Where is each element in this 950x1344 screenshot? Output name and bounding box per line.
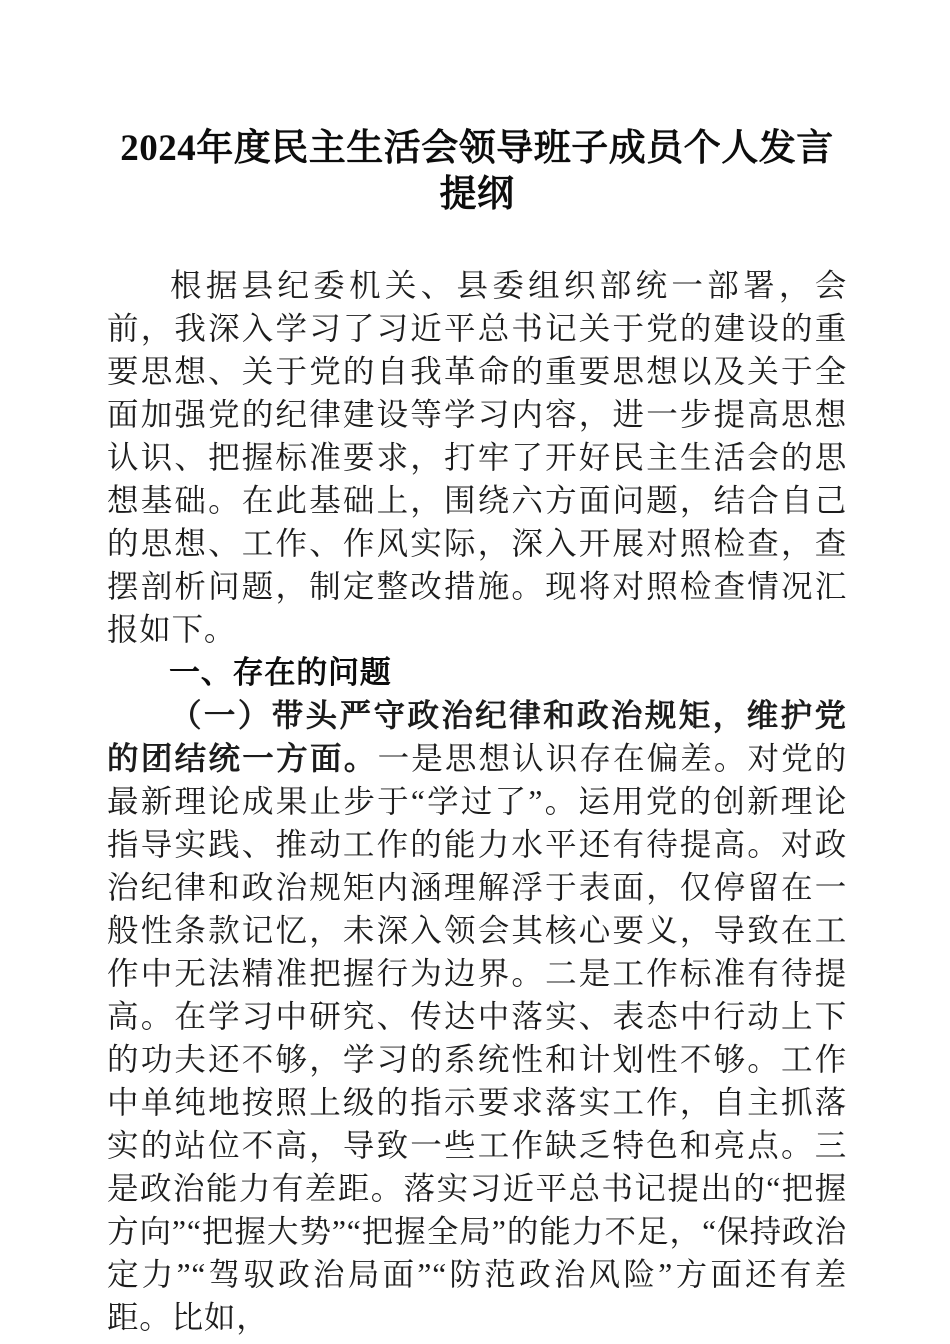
- section-heading-problems: 一、存在的问题: [169, 655, 392, 690]
- intro-paragraph: 根据县纪委机关、县委组织部统一部署，会前，我深入学习了习近平总书记关于党的建设的重要思想、关于党的自我革命的重要思想以及关于全面加强党的纪律建设等学习内容，进一步提高思想认识、把握标准要求，打牢了开好民主生活会的思想基础。在此基础上，围绕六方面问题，结合自己的思想、工作、作风实际，深入开展对照检查，查摆剖析问题，制定整改措施。现将对照检查情况汇报如下。: [107, 268, 847, 647]
- document-body: [107, 0, 847, 1339]
- subsection-body-text: 一是思想认识存在偏差。对党的最新理论成果止步于“学过了”。运用党的创新理论指导实践、推动工作的能力水平还有待提高。对政治纪律和政治规矩内涵理解浮于表面，仅停留在一般性条款记忆，未深入领会其核心要义，导致在工作中无法精准把握行为边界。二是工作标准有待提高。在学习中研究、传达中落实、表态中行动上下的功夫还不够，学习的系统性和计划性不够。工作中单纯地按照上级的指示要求落实工作，自主抓落实的站位不高，导致一些工作缺乏特色和亮点。三是政治能力有差距。落实习近平总书记提出的“把握方向”“把握大势”“把握全局”的能力不足，“保持政治定力”“驾驭政治局面”“防范政治风险”方面还有差距。比如，: [107, 741, 847, 1335]
- subsection-lead-label: （一）带头严守政治纪律和政治规矩，维护党的团结统一方面。: [107, 698, 847, 776]
- subsection-paragraph: [107, 694, 847, 1339]
- title-spacer: [107, 218, 847, 264]
- page-title: 2024年度民主生活会领导班子成员个人发言提纲: [120, 128, 834, 215]
